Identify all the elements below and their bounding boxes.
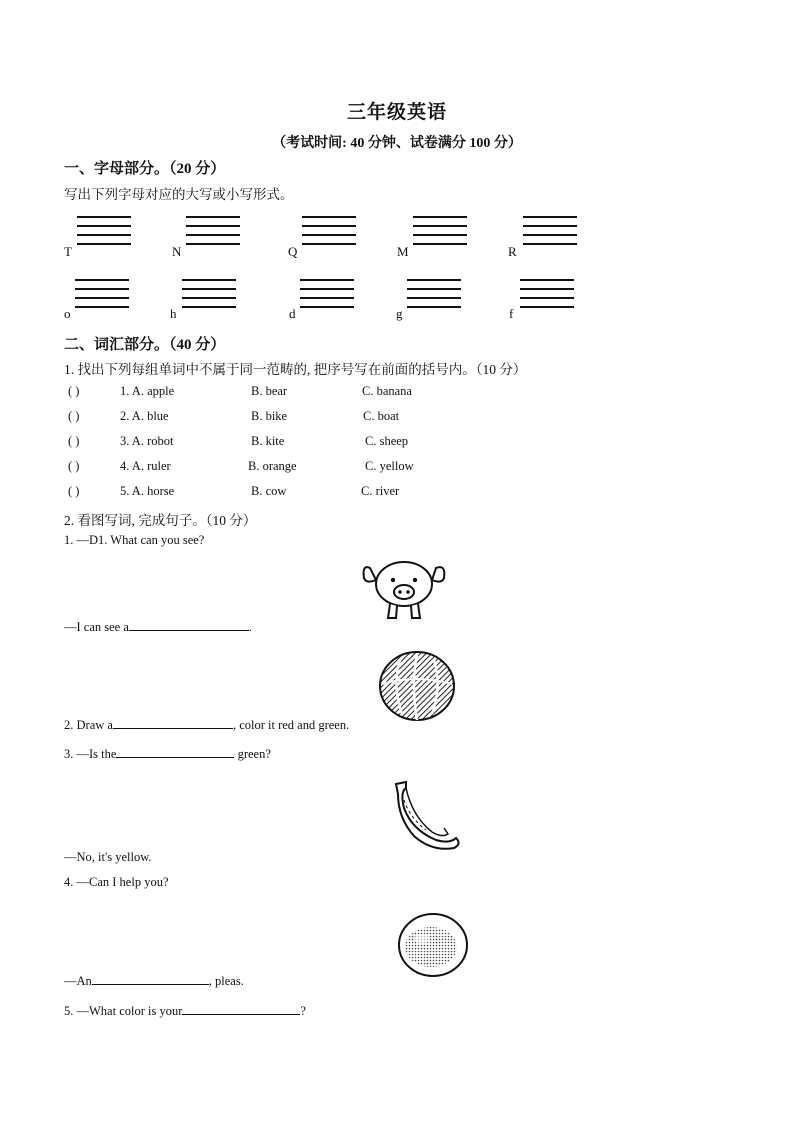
writing-lines[interactable]: [413, 216, 467, 254]
sentence-text: , color it red and green.: [232, 718, 350, 732]
writing-lines[interactable]: [186, 216, 240, 254]
section2-heading: 二、词汇部分。（40 分）: [64, 337, 226, 353]
letter-prompt: o: [64, 306, 71, 321]
option-c: C. river: [361, 484, 400, 498]
writing-lines[interactable]: [77, 216, 131, 254]
sentence-text: ?: [300, 1004, 306, 1018]
answer-blank[interactable]: [92, 973, 209, 985]
answer-parentheses[interactable]: ( ): [68, 484, 80, 498]
letter-prompt: d: [289, 306, 296, 321]
answer-blank[interactable]: [129, 619, 249, 631]
sentence-text: 2. Draw a: [64, 718, 113, 732]
writing-lines[interactable]: [523, 216, 577, 254]
letter-prompt: h: [170, 306, 177, 321]
writing-lines[interactable]: [182, 279, 236, 317]
sentence-text: 5. —What color is your: [64, 1004, 183, 1018]
sentence-1-answer: [64, 619, 252, 635]
sentence-text: 3. —Is the: [64, 747, 117, 761]
sentence-3: [64, 746, 271, 762]
answer-blank[interactable]: [182, 1003, 300, 1015]
sentence-4-question: 4. —Can I help you?: [64, 875, 169, 889]
option-c: C. yellow: [365, 459, 414, 473]
writing-lines[interactable]: [75, 279, 129, 317]
sentence-text: —I can see a: [64, 620, 129, 634]
orange-picture: [396, 911, 470, 979]
answer-blank[interactable]: [113, 717, 233, 729]
sentence-text: .: [248, 620, 253, 634]
option-a: 3. A. robot: [120, 434, 174, 448]
sentence-3-answer: —No, it's yellow.: [64, 850, 152, 864]
answer-parentheses[interactable]: ( ): [68, 459, 80, 473]
option-a: 1. A. apple: [120, 384, 175, 398]
option-a: 2. A. blue: [120, 409, 169, 423]
ball-picture: [378, 650, 456, 722]
q1-instruction: 1. 找出下列每组单词中不属于同一范畴的, 把序号写在前面的括号内。（10 分）: [64, 362, 527, 377]
answer-parentheses[interactable]: ( ): [68, 409, 80, 423]
section1-heading: 一、字母部分。（20 分）: [64, 161, 226, 177]
letter-prompt: M: [397, 244, 409, 259]
letter-prompt: R: [508, 244, 517, 259]
option-c: C. banana: [362, 384, 412, 398]
sentence-5: [64, 1003, 306, 1019]
option-c: C. boat: [363, 409, 400, 423]
answer-parentheses[interactable]: ( ): [68, 434, 80, 448]
answer-blank[interactable]: [116, 746, 234, 758]
pig-picture: [360, 556, 448, 622]
sentence-4-answer: [64, 973, 244, 989]
sentence-text: green?: [234, 747, 271, 761]
letter-prompt: Q: [288, 244, 298, 259]
writing-lines[interactable]: [407, 279, 461, 317]
option-a: 5. A. horse: [120, 484, 175, 498]
q2-instruction: 2. 看图写词, 完成句子。（10 分）: [64, 513, 257, 528]
sentence-text: —An: [64, 974, 92, 988]
option-a: 4. A. ruler: [120, 459, 171, 473]
letter-prompt: T: [64, 244, 72, 259]
page-title: 三年级英语: [346, 102, 447, 123]
option-b: B. bike: [251, 409, 288, 423]
letter-prompt: g: [396, 306, 403, 321]
banana-picture: [392, 778, 464, 852]
writing-lines[interactable]: [520, 279, 574, 317]
option-c: C. sheep: [365, 434, 409, 448]
writing-lines[interactable]: [300, 279, 354, 317]
exam-info: （考试时间: 40 分钟、试卷满分 100 分）: [272, 136, 522, 151]
writing-lines[interactable]: [302, 216, 356, 254]
sentence-1-question: 1. —D1. What can you see?: [64, 533, 205, 547]
section1-instruction: 写出下列字母对应的大写或小写形式。: [64, 187, 294, 202]
sentence-2: [64, 717, 349, 733]
option-b: B. cow: [251, 484, 287, 498]
letter-prompt: N: [172, 244, 182, 259]
option-b: B. bear: [251, 384, 288, 398]
sentence-text: , pleas.: [208, 974, 244, 988]
answer-parentheses[interactable]: ( ): [68, 384, 80, 398]
option-b: B. kite: [251, 434, 285, 448]
option-b: B. orange: [248, 459, 297, 473]
letter-prompt: f: [509, 306, 514, 321]
